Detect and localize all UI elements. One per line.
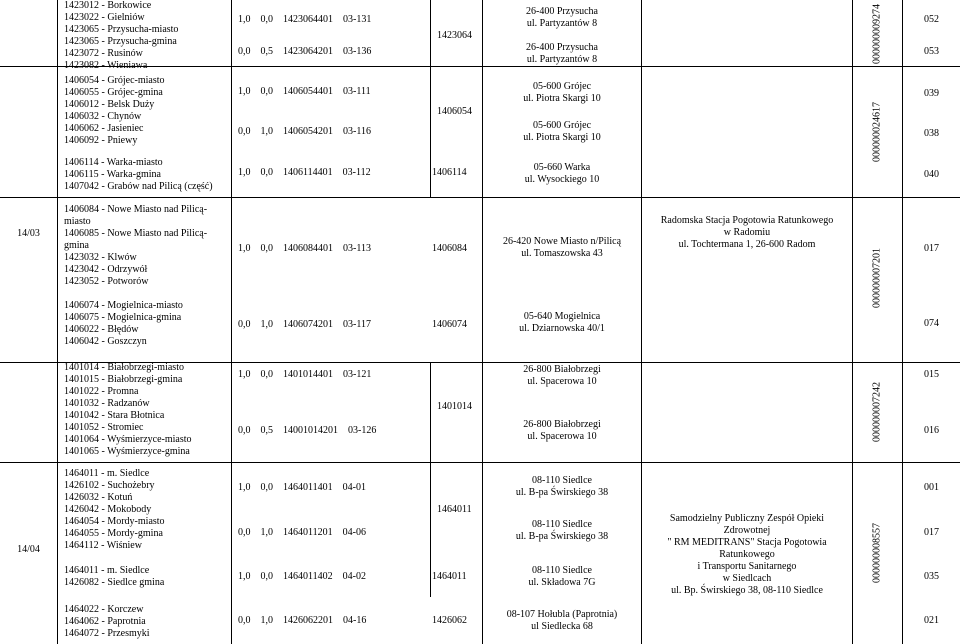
entry-number: 052 [924, 14, 939, 25]
entry-number: 040 [924, 169, 939, 180]
area-list: 1464022 - Korczew 1464062 - Paprotnia 1464072 - Przesmyki [64, 604, 150, 639]
address: 05-660 Warka ul. Wysockiego 10 [524, 162, 600, 185]
entry-row: 0,0 1,0 1406054201 03-116 [238, 126, 371, 137]
entry-number: 035 [924, 571, 939, 582]
contract-id: 000000008557 [871, 523, 883, 583]
address: 08-110 Siedlce ul. Składowa 7G [528, 565, 596, 588]
area-list: 1464011 - m. Siedlce 1426082 - Siedlce gmina [64, 565, 165, 588]
group-code: 1464011 [437, 504, 472, 515]
contract-id: 000000007201 [871, 248, 883, 308]
group-code: 1426062 [432, 615, 467, 626]
entry-row: 1,0 0,0 1464011401 04-01 [238, 482, 366, 493]
group-code: 1406114 [432, 167, 467, 178]
group-code: 1401014 [437, 401, 472, 412]
area-list: 1406074 - Mogielnica-miasto 1406075 - Mogielnica-gmina 1406022 - Błędów 1406042 - Goszczyn [64, 300, 183, 347]
entry-row: 1,0 0,0 1406084401 03-113 [238, 243, 371, 254]
column-separator [231, 0, 232, 644]
entry-row: 0,0 1,0 1426062201 04-16 [238, 615, 367, 626]
provider-name: Radomska Stacja Pogotowia Ratunkowego w Radomiu ul. Tochtermana 1, 26-600 Radom [660, 215, 834, 250]
entry-row: 1,0 0,0 1464011402 04-02 [238, 571, 366, 582]
column-separator [430, 0, 431, 197]
area-list: 1406114 - Warka-miasto 1406115 - Warka-gmina 1407042 - Grabów nad Pilicą (część) [64, 157, 213, 192]
group-code: 1423064 [437, 30, 472, 41]
entry-row: 0,0 0,5 14001014201 03-126 [238, 425, 377, 436]
address: 26-400 Przysucha ul. Partyzantów 8 [526, 42, 598, 65]
contract-id: 000000009274 [871, 4, 883, 64]
entry-row: 1,0 0,0 1406054401 03-111 [238, 86, 371, 97]
group-code: 1406074 [432, 319, 467, 330]
row-separator [0, 197, 960, 198]
area-list: 1464011 - m. Siedlce 1426102 - Suchożebry 1426032 - Kotuń 1426042 - Mokobody 1464054 - Mordy-miasto 1464055 - Mordy-gmina 1464112 - Wiśniew [64, 468, 165, 551]
entry-number: 015 [924, 369, 939, 380]
entry-row: 1,0 0,0 1401014401 03-121 [238, 369, 372, 380]
address: 26-400 Przysucha ul. Partyzantów 8 [526, 6, 598, 29]
entry-number: 001 [924, 482, 939, 493]
entry-row: 0,0 0,5 1423064201 03-136 [238, 46, 372, 57]
entry-number: 016 [924, 425, 939, 436]
contract-id: 000000007242 [871, 382, 883, 442]
contract-id: 000000024617 [871, 102, 883, 162]
address: 05-640 Mogielnica ul. Dziarnowska 40/1 [519, 311, 605, 334]
entry-number: 053 [924, 46, 939, 57]
address: 26-800 Białobrzegi ul. Spacerowa 10 [523, 419, 601, 442]
entry-number: 074 [924, 318, 939, 329]
address: 26-420 Nowe Miasto n/Pilicą ul. Tomaszowska 43 [502, 236, 622, 259]
address: 05-600 Grójec ul. Piotra Skargi 10 [523, 120, 601, 143]
address: 08-107 Hołubla (Paprotnia) ul Siedlecka 68 [506, 609, 618, 632]
address: 05-600 Grójec ul. Piotra Skargi 10 [523, 81, 601, 104]
entry-number: 017 [924, 527, 939, 538]
address: 08-110 Siedlce ul. B-pa Świrskiego 38 [515, 475, 609, 498]
area-list: 1406054 - Grójec-miasto 1406055 - Grójec-gmina 1406012 - Belsk Duży 1406032 - Chynów 1406062 - Jasieniec 1406092 - Pniewy [64, 75, 165, 146]
entry-row: 0,0 1,0 1406074201 03-117 [238, 319, 371, 330]
column-separator [430, 362, 431, 462]
address: 08-110 Siedlce ul. B-pa Świrskiego 38 [515, 519, 609, 542]
group-code: 1464011 [432, 571, 467, 582]
column-separator [430, 462, 431, 597]
entry-row: 0,0 1,0 1464011201 04-06 [238, 527, 366, 538]
address: 26-800 Białobrzegi ul. Spacerowa 10 [523, 364, 601, 387]
row-separator [0, 462, 960, 463]
column-separator [852, 0, 853, 644]
entry-number: 017 [924, 243, 939, 254]
entry-number: 038 [924, 128, 939, 139]
group-code: 1406054 [437, 106, 472, 117]
group-code: 1406084 [432, 243, 467, 254]
row-label: 14/04 [17, 544, 40, 555]
column-separator [57, 0, 58, 644]
area-list: 1406084 - Nowe Miasto nad Pilicą- miasto 1406085 - Nowe Miasto nad Pilicą- gmina 1423032 - Klwów 1423042 - Odrzywół 1423052 - Potworów [64, 204, 208, 287]
area-list: 1423012 - Borkowice 1423022 - Gielniów 1423065 - Przysucha-miasto 1423065 - Przysucha-gmina 1423072 - Rusinów 1423082 - Wieniawa [64, 0, 179, 71]
entry-number: 021 [924, 615, 939, 626]
entry-row: 1,0 0,0 1423064401 03-131 [238, 14, 372, 25]
area-list: 1401014 - Białobrzegi-miasto 1401015 - Białobrzegi-gmina 1401022 - Promna 1401032 - Radzanów 1401042 - Stara Błotnica 1401052 - Stromiec 1401064 - Wyśmierzyce-miasto 1401065 - Wyśmierzyce-gmina [64, 362, 192, 457]
provider-name: Samodzielny Publiczny Zespół Opieki Zdrowotnej " RM MEDITRANS" Stacja Pogotowia Ratunkowego i Transportu Sanitarnego w Siedlcach ul. Bp. Świrskiego 38, 08-110 Siedlce [667, 513, 827, 596]
row-label: 14/03 [17, 228, 40, 239]
entry-number: 039 [924, 88, 939, 99]
entry-row: 1,0 0,0 1406114401 03-112 [238, 167, 371, 178]
